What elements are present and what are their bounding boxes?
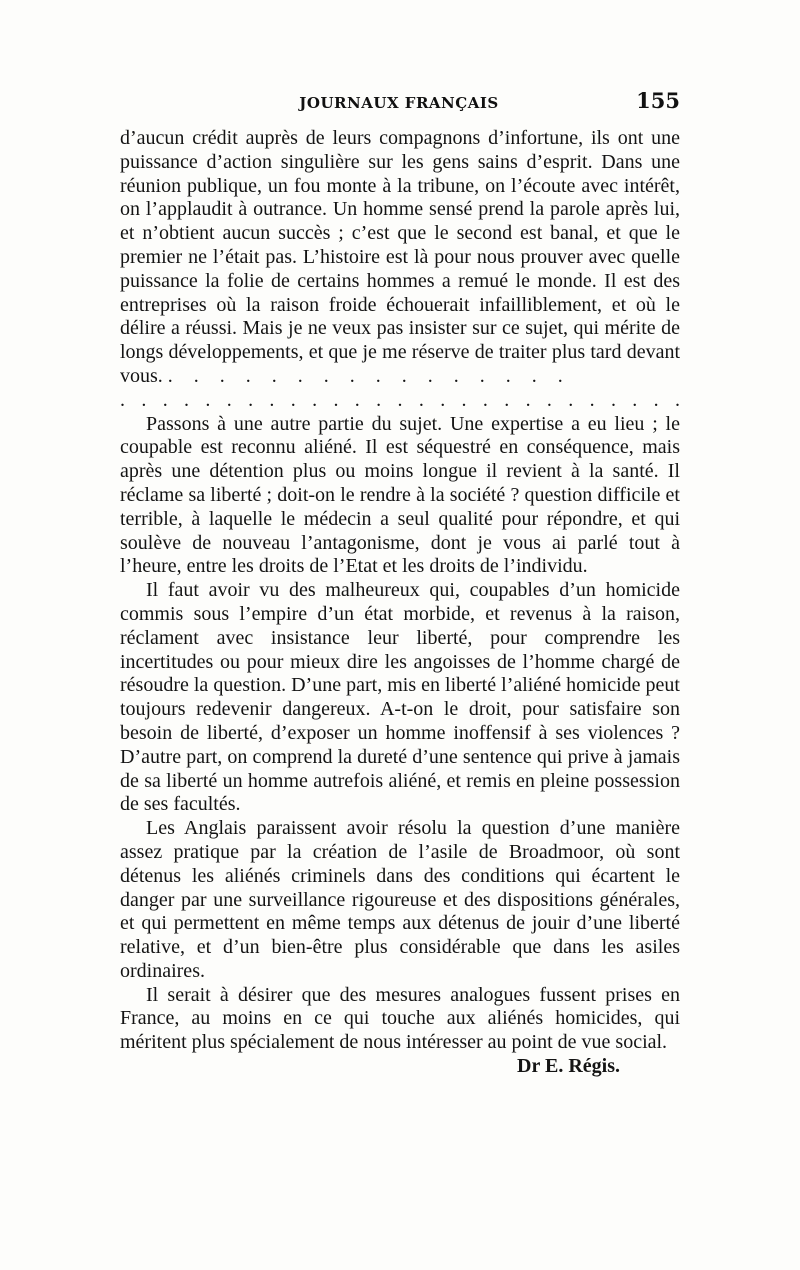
paragraph-5-text: Il serait à désirer que des mesures analogues fussent prises en France, au moins en ce qui touche aux aliénés homicides, qui méritent plus spécialement de nous intéresser au point de vue social. (120, 983, 680, 1054)
body-text (120, 127, 680, 1079)
paragraph-1 (120, 127, 680, 389)
running-title: JOURNAUX FRANÇAIS (299, 94, 499, 112)
paragraph-2: Passons à une autre partie du sujet. Une expertise a eu lieu ; le coupable est reconnu aliéné. Il est séquestré en conséquence, mais après une détention plus ou moins longue il revient à la santé. Il réclame sa liberté ; doit-on le rendre à la société ? question difficile et terrible, à laquelle le médecin a seul qualité pour répondre, et qui soulève de nouveau l’antagonisme, dont je vous ai parlé tout à l’heure, entre les droits de l’Etat et les droits de l’individu. (120, 412, 680, 578)
paragraph-3: Il faut avoir vu des malheureux qui, coupables d’un homicide commis sous l’empire d’un état morbide, et revenus à la raison, réclament avec insistance leur liberté, pour comprendre les incertitudes ou pour mieux dire les angoisses de l’homme chargé de résoudre la question. D’une part, mis en liberté l’aliéné homicide peut toujours redevenir dangereux. A-t-on le droit, pour satisfaire son besoin de liberté, d’exposer un homme inoffensif à ses violences ? D’autre part, on comprend la dureté d’une sentence qui prive à jamais de sa liberté un homme autrefois aliéné, et remis en pleine possession de ses facultés. (120, 579, 680, 816)
page-number: 155 (636, 88, 680, 113)
ellipsis-dots: . . . . . . . . . . . . . . . . (167, 364, 571, 387)
ellipsis-line: . . . . . . . . . . . . . . . . . . . . . . . . . . . (120, 388, 680, 411)
paragraph-4: Les Anglais paraissent avoir résolu la question d’une manière assez pratique par la création de l’asile de Broadmoor, où sont détenus les aliénés criminels dans des conditions qui écartent le danger par une surveillance rigoureuse et des dispositions générales, et qui permettent en même temps aux détenus de jouir d’une liberté relative, et d’un bien-être plus considérable que dans les asiles ordinaires. (120, 817, 680, 982)
paragraph-1-text: d’aucun crédit auprès de leurs compagnons d’infortune, ils ont une puissance d’action singulière sur les gens sains d’esprit. Dans une réunion publique, un fou monte à la tribune, on l’écoute avec intérêt, on l’applaudit à outrance. Un homme sensé prend la parole après lui, et n’obtient aucun succès ; c’est que le second est banal, et que le premier ne l’était pas. L’histoire est là pour nous prouver avec quelle puissance la folie de certains hommes a remué le monde. Il est des entreprises où la raison froide échouerait infailliblement, et où le délire a réussi. Mais je ne veux pas insister sur ce sujet, qui mérite de longs développements, et que je me réserve de traiter plus tard devant vous. (120, 127, 680, 387)
author-signature: Dr E. Régis. (517, 1055, 620, 1078)
running-head (118, 88, 680, 118)
paragraph-5 (120, 984, 680, 1079)
